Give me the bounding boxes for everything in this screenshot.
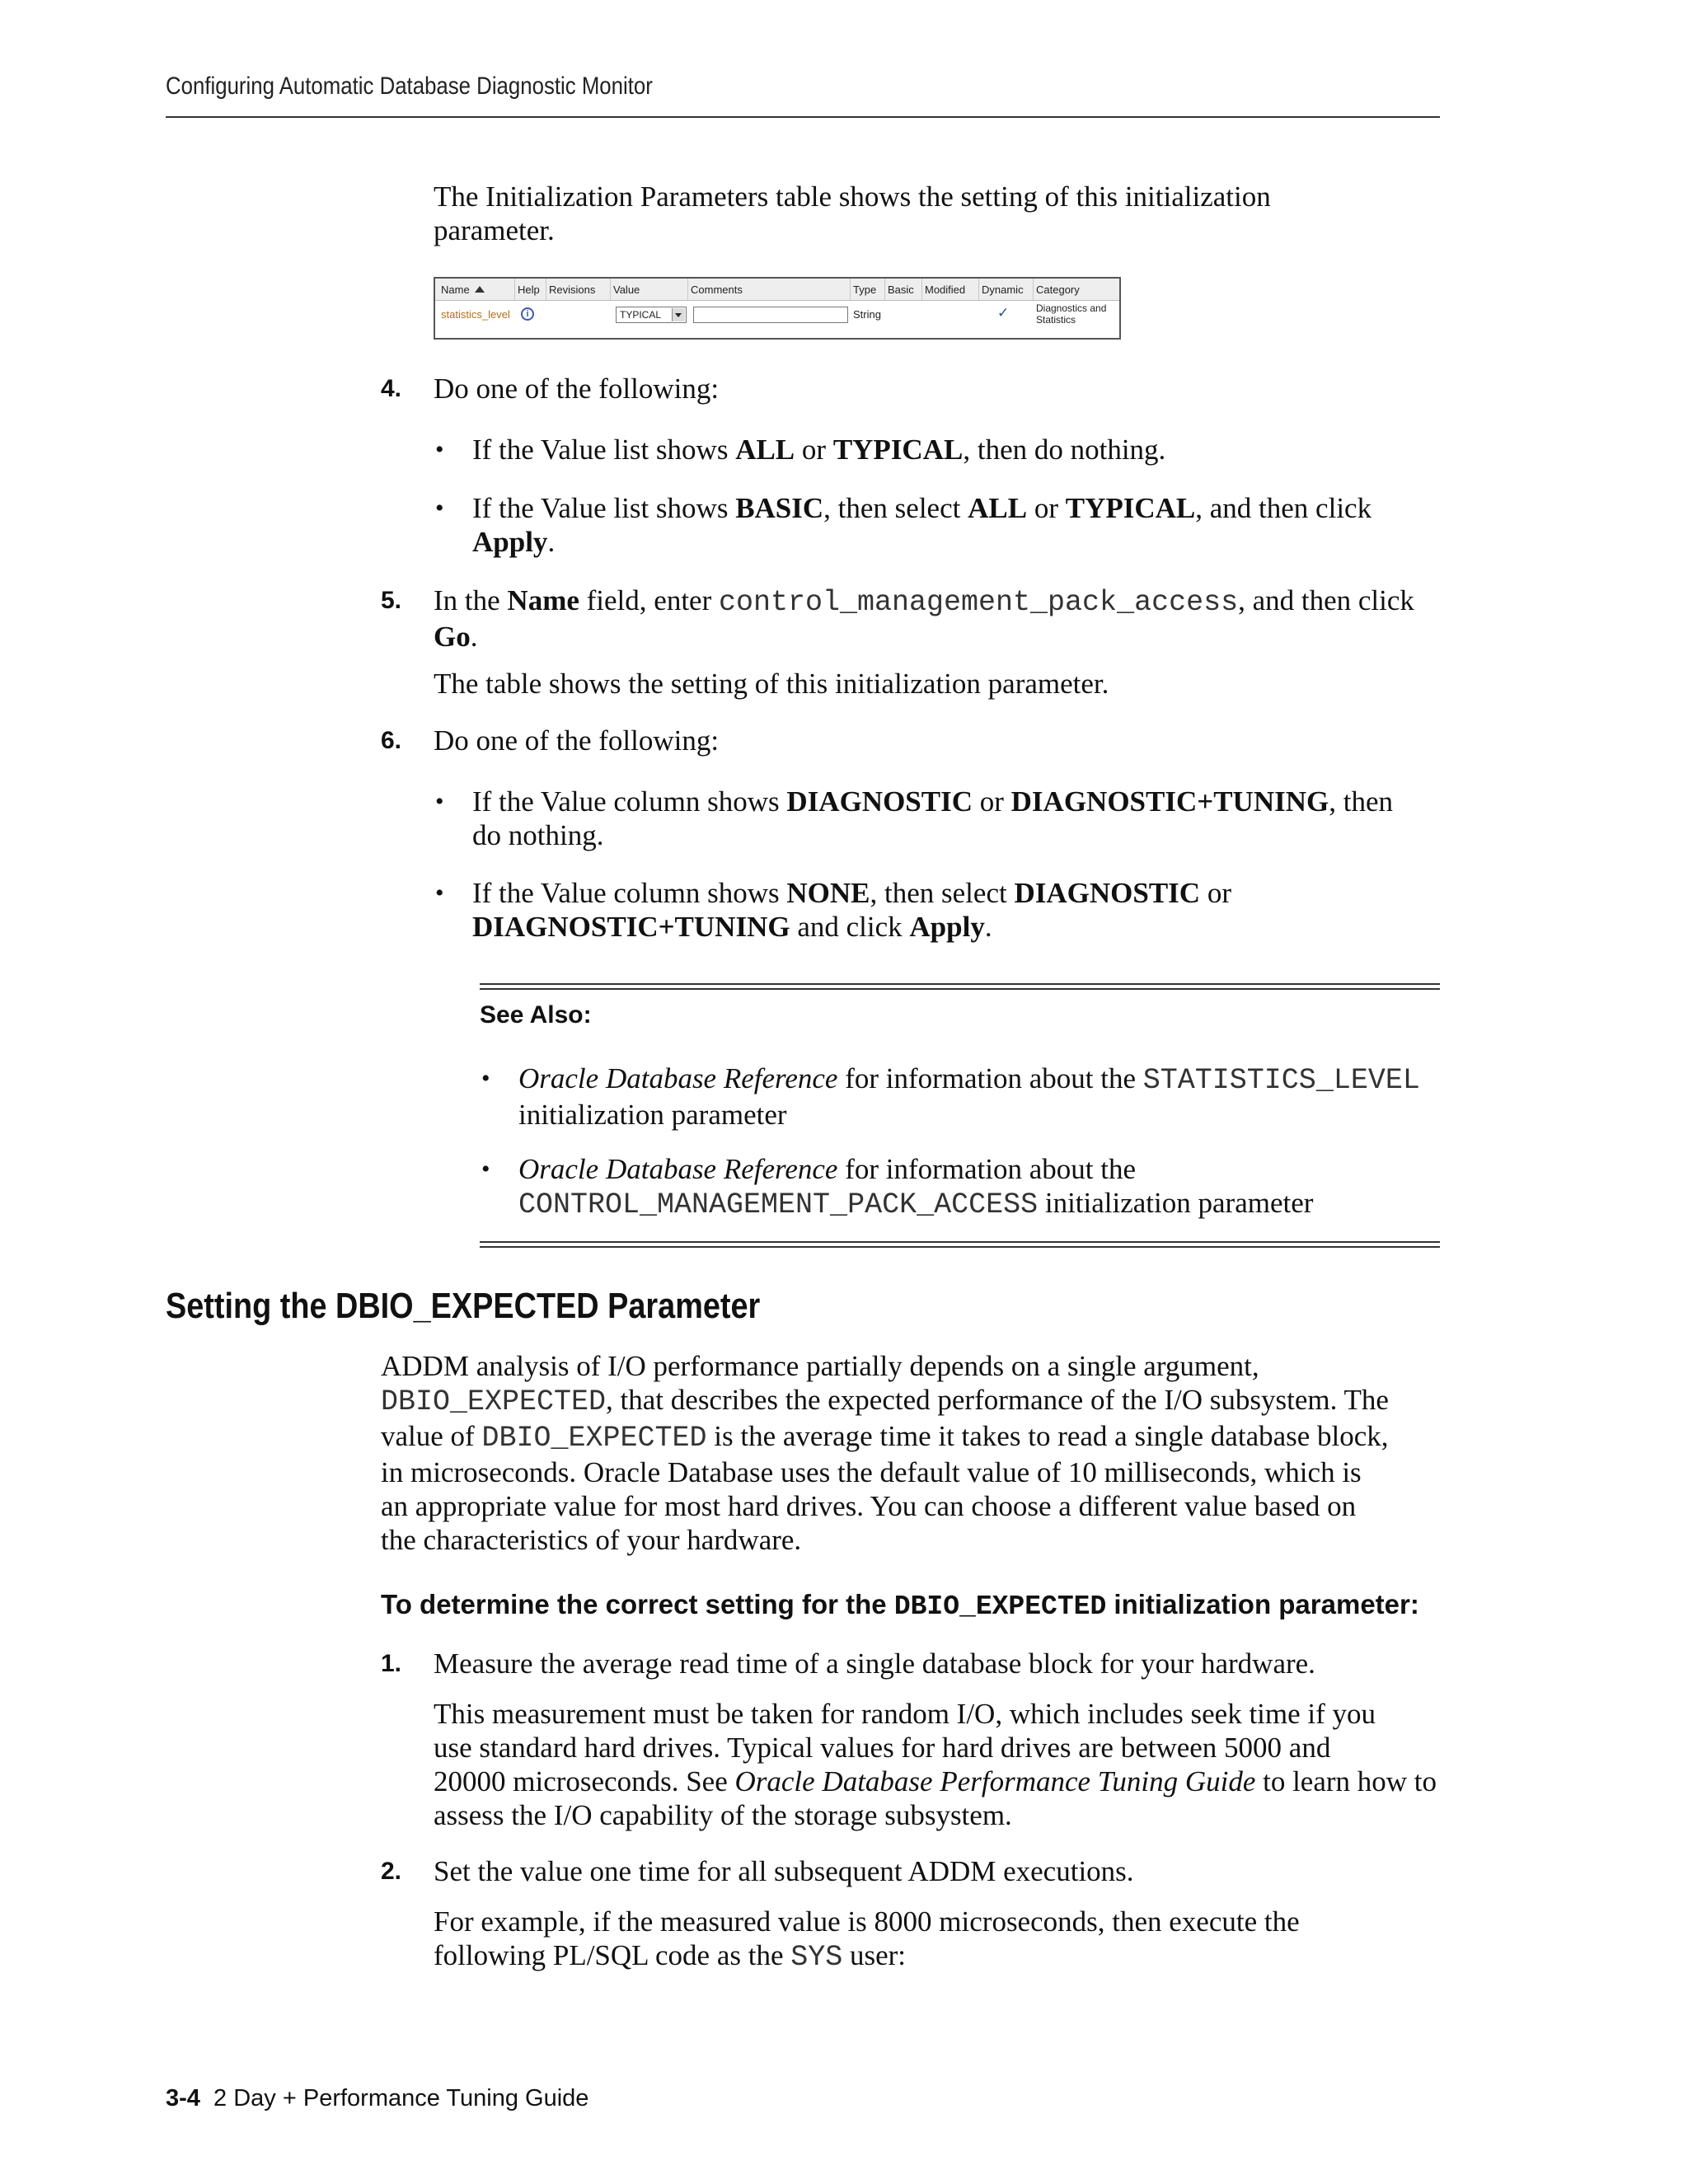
table-header-row — [435, 279, 1119, 301]
step-detail: This measurement must be taken for random I/O, which includes seek time if you use standard hard drives. Typical values for hard drives are between 5000 and 20000 microseconds. See Oracle Database Performance Tuning Guide to learn how to assess the I/O capability of the storage subsystem. — [434, 1698, 1437, 1831]
list-item: If the Value list shows ALL or TYPICAL, then do nothing. — [472, 434, 1166, 466]
step-text: In the Name field, enter control_management_pack_access, and then click Go. — [434, 584, 1414, 653]
see-also-item: Oracle Database Reference for information about the CONTROL_MANAGEMENT_PACK_ACCESS initialization parameter — [518, 1153, 1314, 1221]
page-footer — [166, 2085, 588, 2112]
reference-link[interactable]: Oracle Database Reference — [518, 1062, 838, 1094]
dynamic-check-icon: ✓ — [997, 305, 1010, 321]
column-header-value: Value — [613, 284, 640, 296]
step-number: 4. — [381, 375, 402, 402]
column-header-type: Type — [853, 284, 877, 296]
procedure-heading: To determine the correct setting for the DBIO_EXPECTED initialization parameter: — [381, 1589, 1419, 1622]
step-followup: The table shows the setting of this initialization parameter. — [434, 668, 1109, 700]
step-number: 6. — [381, 727, 402, 754]
bullet: • — [435, 436, 444, 463]
sort-ascending-icon — [475, 286, 485, 293]
value-select[interactable]: TYPICAL — [616, 307, 687, 323]
chevron-down-icon — [672, 308, 685, 321]
column-header-revisions: Revisions — [549, 284, 596, 296]
bullet: • — [435, 494, 444, 522]
step-text: Measure the average read time of a single database block for your hardware. — [434, 1647, 1315, 1680]
step-number: 5. — [381, 587, 402, 614]
section-paragraph: ADDM analysis of I/O performance partially depends on a single argument, DBIO_EXPECTED, that describes the expected performance of the I/O subsystem. The value of DBIO_EXPECTED is the average time it takes to read a single database block, in microseconds. Oracle Database uses the default value of 10 milliseconds, which is an appropriate value for most hard drives. You can choose a different value based on the characteristics of your hardware. — [381, 1350, 1389, 1556]
list-item: If the Value column shows NONE, then select DIAGNOSTIC or DIAGNOSTIC+TUNING and click Apply. — [472, 877, 1231, 943]
bullet: • — [435, 879, 444, 907]
bullet: • — [481, 1155, 490, 1183]
step-text: Do one of the following: — [434, 373, 720, 405]
see-also-top-rule — [480, 983, 1440, 990]
see-also-title: See Also: — [480, 1001, 592, 1029]
reference-link[interactable]: Oracle Database Reference — [518, 1153, 838, 1185]
column-header-category: Category — [1036, 284, 1080, 296]
section-heading: Setting the DBIO_EXPECTED Parameter — [166, 1286, 761, 1326]
column-header-modified: Modified — [925, 284, 966, 296]
header-rule — [166, 116, 1440, 118]
step-number: 2. — [381, 1858, 402, 1885]
book-title: 2 Day + Performance Tuning Guide — [213, 2085, 589, 2111]
bullet: • — [481, 1065, 490, 1092]
column-header-help: Help — [518, 284, 540, 296]
see-also-item: Oracle Database Reference for information about the STATISTICS_LEVEL initialization parameter — [518, 1062, 1420, 1131]
comments-input[interactable] — [693, 307, 848, 323]
step-text: Set the value one time for all subsequent ADDM executions. — [434, 1855, 1134, 1887]
param-type: String — [853, 308, 881, 321]
step-number: 1. — [381, 1650, 402, 1677]
see-also-bottom-rule — [480, 1241, 1440, 1248]
column-header-comments: Comments — [691, 284, 743, 296]
list-item: If the Value list shows BASIC, then select ALL or TYPICAL, and then click Apply. — [472, 492, 1372, 558]
intro-paragraph: The Initialization Parameters table shows the setting of this initialization parameter. — [434, 180, 1271, 246]
page-number: 3-4 — [166, 2085, 200, 2111]
param-name-link[interactable]: statistics_level — [441, 308, 510, 321]
init-params-table — [434, 277, 1121, 340]
column-header-dynamic: Dynamic — [982, 284, 1024, 296]
step-detail: For example, if the measured value is 8000 microseconds, then execute the following PL/SQL code as the SYS user: — [434, 1905, 1300, 1974]
info-icon[interactable]: i — [521, 307, 534, 321]
running-header: Configuring Automatic Database Diagnostic Monitor — [166, 73, 653, 100]
step-text: Do one of the following: — [434, 724, 720, 757]
bullet: • — [435, 788, 444, 815]
reference-link[interactable]: Oracle Database Performance Tuning Guide — [734, 1765, 1256, 1797]
column-header-name[interactable]: Name — [441, 284, 485, 296]
param-category: Diagnostics and Statistics — [1036, 302, 1107, 326]
column-header-basic: Basic — [888, 284, 914, 296]
list-item: If the Value column shows DIAGNOSTIC or DIAGNOSTIC+TUNING, then do nothing. — [472, 785, 1393, 851]
